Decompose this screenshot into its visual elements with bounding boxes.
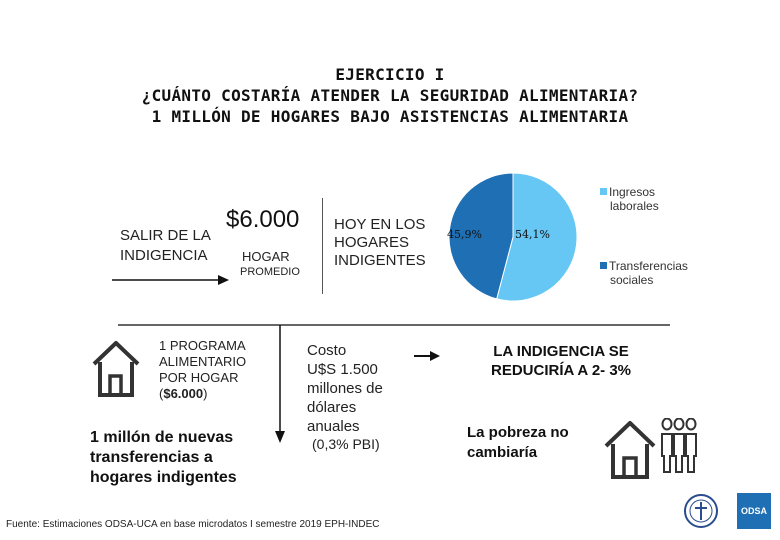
indigence-result [470, 342, 652, 380]
title-line-1: EJERCICIO I [335, 65, 445, 84]
house-icon [603, 420, 657, 480]
legend-swatch-ingresos [600, 188, 607, 195]
transfers-line-1: 1 millón de nuevas [90, 429, 234, 446]
cost-line-4: dólares [307, 399, 357, 416]
program-line-1: 1 PROGRAMA [159, 338, 246, 353]
cost-line-5: anuales [307, 418, 360, 435]
exit-line-2: INDIGENCIA [120, 247, 208, 264]
arrow-down-icon [273, 325, 287, 445]
today-indigent-label [334, 216, 426, 270]
poverty-line-1: La pobreza no [467, 424, 569, 441]
family-icon [660, 418, 698, 474]
cost-line-3: millones de [307, 380, 383, 397]
legend-text-transferencias-1: Transferencias [609, 259, 688, 273]
program-amount: $6.000 [163, 386, 204, 401]
transfers-line-2: transferencias a [90, 449, 213, 466]
today-line-3: INDIGENTES [334, 252, 426, 269]
indigence-line-1: LA INDIGENCIA SE [493, 343, 629, 360]
cost-line-2: U$S 1.500 [307, 361, 378, 378]
average-price: $6.000 [226, 206, 300, 233]
cost-pbi: (0,3% PBI) [312, 436, 380, 452]
program-line-3: POR HOGAR [159, 370, 239, 385]
new-transfers-text [90, 428, 237, 488]
program-paren-close: ) [203, 386, 208, 401]
today-line-1: HOY EN LOS [334, 216, 426, 233]
page-title [0, 64, 780, 127]
program-paren-open: ( [159, 386, 164, 401]
horizontal-divider [118, 324, 670, 326]
pie-label-transferencias: 45,9% [447, 228, 482, 241]
title-line-3: 1 MILLÓN DE HOGARES BAJO ASISTENCIAS ALIMENTARIA [151, 107, 629, 126]
legend-text-ingresos-2: laborales [610, 199, 659, 213]
promedio-label: PROMEDIO [240, 266, 300, 278]
arrow-right-icon [414, 349, 440, 363]
indigence-line-2: REDUCIRÍA A 2- 3% [490, 362, 632, 379]
house-icon [91, 340, 141, 398]
legend-item-ingresos [600, 185, 659, 213]
program-line-2: ALIMENTARIO [159, 354, 247, 369]
odsa-logo: ODSA [737, 493, 771, 529]
pie-label-ingresos: 54,1% [515, 228, 550, 241]
program-line-4 [159, 386, 246, 402]
poverty-line-2: cambiaría [467, 444, 538, 461]
legend-item-transferencias [600, 259, 688, 287]
transfers-line-3: hogares indigentes [90, 469, 237, 486]
exit-indigence-label [120, 226, 211, 266]
arrow-right-icon [112, 273, 232, 287]
source-footnote: Fuente: Estimaciones ODSA-UCA en base microdatos I semestre 2019 EPH-INDEC [6, 519, 380, 530]
poverty-result [467, 423, 569, 463]
legend-text-transferencias-2: sociales [610, 273, 654, 287]
legend-text-ingresos-1: Ingresos [609, 185, 656, 199]
title-line-2: ¿CUÁNTO COSTARÍA ATENDER LA SEGURIDAD ALIMENTARIA? [141, 86, 639, 105]
hogar-label: HOGAR [242, 249, 290, 264]
cost-description [307, 341, 383, 436]
program-description [159, 338, 246, 402]
vertical-divider [322, 198, 323, 294]
today-line-2: HOGARES [334, 234, 410, 251]
legend-swatch-transferencias [600, 262, 607, 269]
exit-line-1: SALIR DE LA [120, 227, 211, 244]
cost-line-1: Costo [307, 342, 347, 359]
university-seal-icon [683, 493, 719, 529]
